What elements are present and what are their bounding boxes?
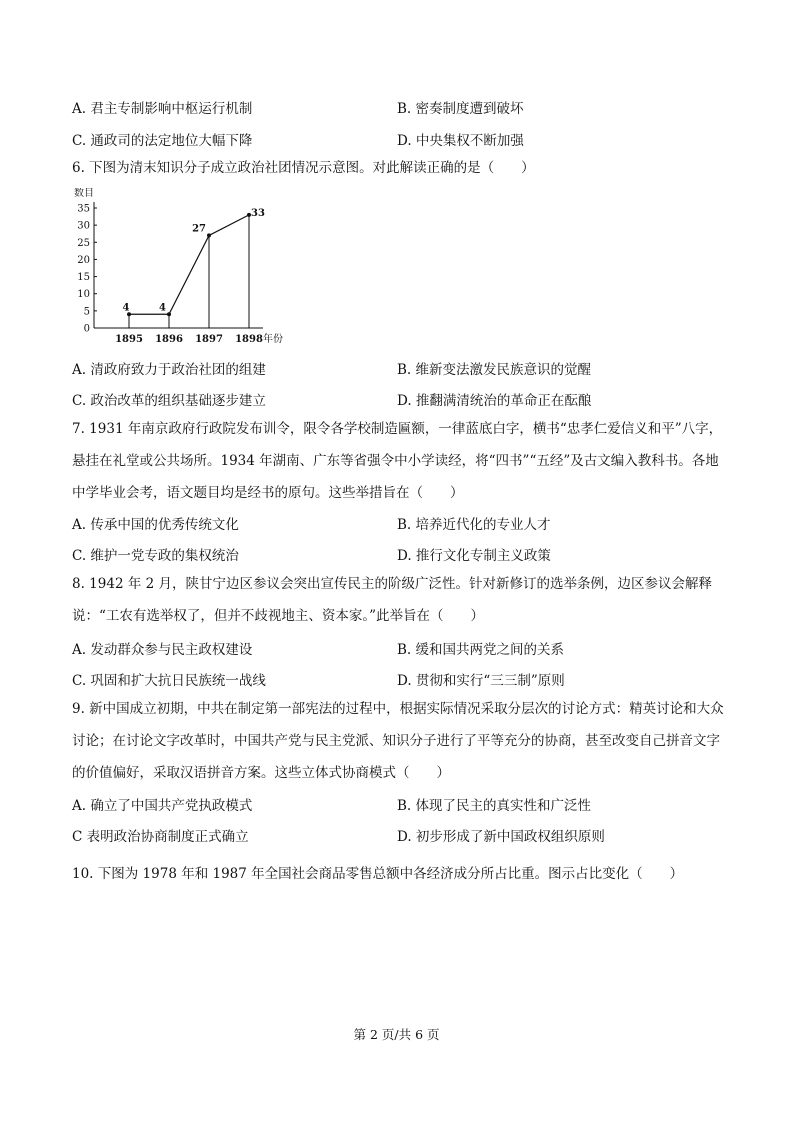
- q6-line-chart: [72, 188, 292, 348]
- q5-option-d: D. 中央集权不断加强: [397, 133, 524, 149]
- y-tick-label: 30: [77, 220, 90, 232]
- y-axis-label: 数目: [74, 188, 94, 199]
- q7-option-c: C. 维护一党专政的集权统治: [72, 548, 239, 564]
- q6-option-c: C. 政治改革的组织基础逐步建立: [72, 393, 266, 409]
- y-tick-label: 20: [77, 254, 90, 266]
- x-axis-label: 年份: [263, 334, 283, 345]
- y-tick-label: 25: [77, 237, 90, 249]
- q8-option-c: C. 巩固和扩大抗日民族统一战线: [72, 673, 266, 689]
- q5-option-c: C. 通政司的法定地位大幅下降: [72, 133, 253, 149]
- q6-stem: 6. 下图为清末知识分子成立政治社团情况示意图。对此解读正确的是（ ）: [72, 160, 535, 176]
- data-label: 4: [159, 302, 166, 314]
- series-line: [129, 215, 249, 314]
- q9-option-c: C 表明政治协商制度正式确立: [72, 829, 249, 845]
- x-tick-label: 1897: [195, 334, 223, 345]
- q9-option-a: A. 确立了中国共产党执政模式: [72, 798, 253, 814]
- q6-option-a: A. 清政府致力于政治社团的组建: [72, 362, 266, 378]
- y-tick-label: 0: [83, 323, 90, 335]
- q8-option-a: A. 发动群众参与民主政权建设: [72, 642, 253, 658]
- data-point: [167, 312, 171, 316]
- page-number: 第 2 页/共 6 页: [353, 1027, 440, 1042]
- data-label: 4: [122, 302, 130, 314]
- y-tick-label: 5: [83, 306, 90, 318]
- x-tick-label: 1898: [235, 334, 263, 345]
- y-tick-label: 15: [77, 272, 90, 284]
- q7-option-d: D. 推行文化专制主义政策: [397, 548, 551, 564]
- q5-option-b: B. 密奏制度遭到破坏: [397, 101, 524, 117]
- q6-option-d: D. 推翻满清统治的革命正在酝酿: [397, 393, 592, 409]
- q7-option-a: A. 传承中国的优秀传统文化: [72, 517, 239, 533]
- data-label: 33: [251, 207, 265, 219]
- q9-option-d: D. 初步形成了新中国政权组织原则: [397, 829, 605, 845]
- x-tick-label: 1895: [115, 334, 143, 345]
- q7-option-b: B. 培养近代化的专业人才: [397, 517, 551, 533]
- q10-stem: 10. 下图为 1978 年和 1987 年全国社会商品零售总额中各经济成分所占比重。图示占比变化（ ）: [72, 866, 684, 882]
- q8-option-d: D. 贯彻和实行“三三制”原则: [397, 673, 565, 689]
- q7-stem: 7. 1931 年南京政府行政院发布训令，限令各学校制造匾额，一律蓝底白字，横书“忠孝仁爱信义和平”八字，悬挂在礼堂或公共场所。1934 年湖南、广东等省强令中小学读经，将“四书”“五经”及古文编入教科书。各地中学毕业会考，语文题目均是经书的原句。这些举措旨在（ ）: [72, 421, 723, 501]
- y-tick-label: 10: [77, 289, 90, 301]
- q9-option-b: B. 体现了民主的真实性和广泛性: [397, 798, 592, 814]
- q8-stem: 8. 1942 年 2 月，陕甘宁边区参议会突出宣传民主的阶级广泛性。针对新修订的选举条例，边区参议会解释说：“工农有选举权了，但并不歧视地主、资本家。”此举旨在（ ）: [72, 576, 712, 624]
- data-label: 27: [192, 223, 206, 235]
- y-tick-label: 35: [77, 203, 90, 215]
- data-point: [207, 233, 211, 237]
- q9-stem: 9. 新中国成立初期，中共在制定第一部宪法的过程中，根据实际情况采取分层次的讨论方式：精英讨论和大众讨论；在讨论文字改革时，中国共产党与民主党派、知识分子进行了平等充分的协商，甚至改变自己拼音文字的价值偏好，采取汉语拼音方案。这些立体式协商模式（ ）: [72, 701, 724, 781]
- x-tick-label: 1896: [155, 334, 183, 345]
- q6-option-b: B. 维新变法激发民族意识的觉醒: [397, 362, 592, 378]
- q5-option-a: A. 君主专制影响中枢运行机制: [72, 101, 253, 117]
- q8-option-b: B. 缓和国共两党之间的关系: [397, 642, 565, 658]
